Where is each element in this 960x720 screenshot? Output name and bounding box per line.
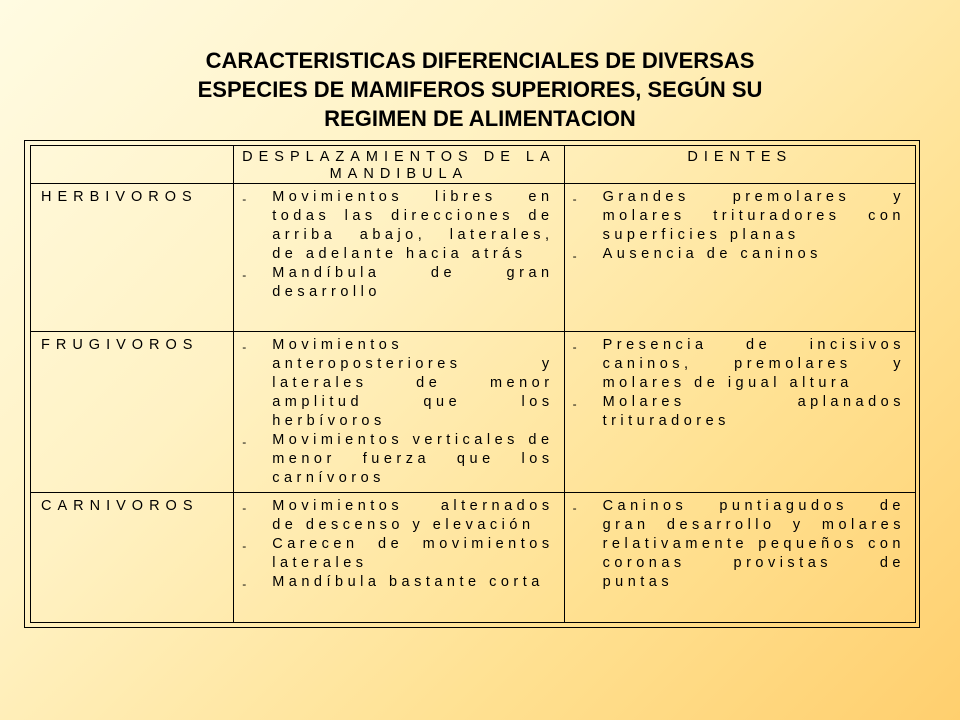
title-line-1: CARACTERISTICAS DIFERENCIALES DE DIVERSAS (205, 48, 755, 73)
row-label-carnivoros: CARNIVOROS (31, 492, 234, 622)
cell-dientes-herbivoros (564, 184, 915, 332)
list-item: - Grandes premolares y molares trituradores con superficies planas (573, 188, 905, 245)
list-item: - Presencia de incisivos caninos, premolares y molares de igual altura (573, 336, 905, 393)
page-title (100, 46, 860, 133)
title-line-2: ESPECIES DE MAMIFEROS SUPERIORES, SEGÚN SU (197, 77, 763, 102)
list-item: - Ausencia de caninos (573, 245, 905, 264)
list-item: - Caninos puntiagudos de gran desarrollo y molares relativamente pequeños con coronas provistas de puntas (573, 497, 905, 592)
table-header-row (31, 146, 916, 184)
list-item: - Carecen de movimientos laterales (242, 535, 553, 573)
header-dientes: DIENTES (564, 146, 915, 184)
comparison-table (30, 145, 916, 623)
list-item: - Movimientos anteroposteriores y laterales de menor amplitud que los herbívoros (242, 336, 553, 431)
row-label-frugivoros: FRUGIVOROS (31, 332, 234, 492)
cell-mandibula-frugivoros (234, 332, 564, 492)
table-row-carnivoros (31, 492, 916, 622)
list-item: - Molares aplanados trituradores (573, 393, 905, 431)
cell-dientes-frugivoros (564, 332, 915, 492)
table-row-frugivoros (31, 332, 916, 492)
row-label-herbivoros: HERBIVOROS (31, 184, 234, 332)
list-item: - Mandíbula bastante corta (242, 573, 553, 592)
list-item: - Mandíbula de gran desarrollo (242, 264, 553, 302)
list-item: - Movimientos libres en todas las direcciones de arriba abajo, laterales, de adelante hacia atrás (242, 188, 553, 264)
cell-mandibula-carnivoros (234, 492, 564, 622)
header-mandibula: DESPLAZAMIENTOS DE LA MANDIBULA (234, 146, 564, 184)
title-line-3: REGIMEN DE ALIMENTACION (324, 106, 636, 131)
table-row-herbivoros (31, 184, 916, 332)
header-empty-cell (31, 146, 234, 184)
cell-dientes-carnivoros (564, 492, 915, 622)
list-item: - Movimientos verticales de menor fuerza que los carnívoros (242, 431, 553, 488)
list-item: - Movimientos alternados de descenso y elevación (242, 497, 553, 535)
cell-mandibula-herbivoros (234, 184, 564, 332)
